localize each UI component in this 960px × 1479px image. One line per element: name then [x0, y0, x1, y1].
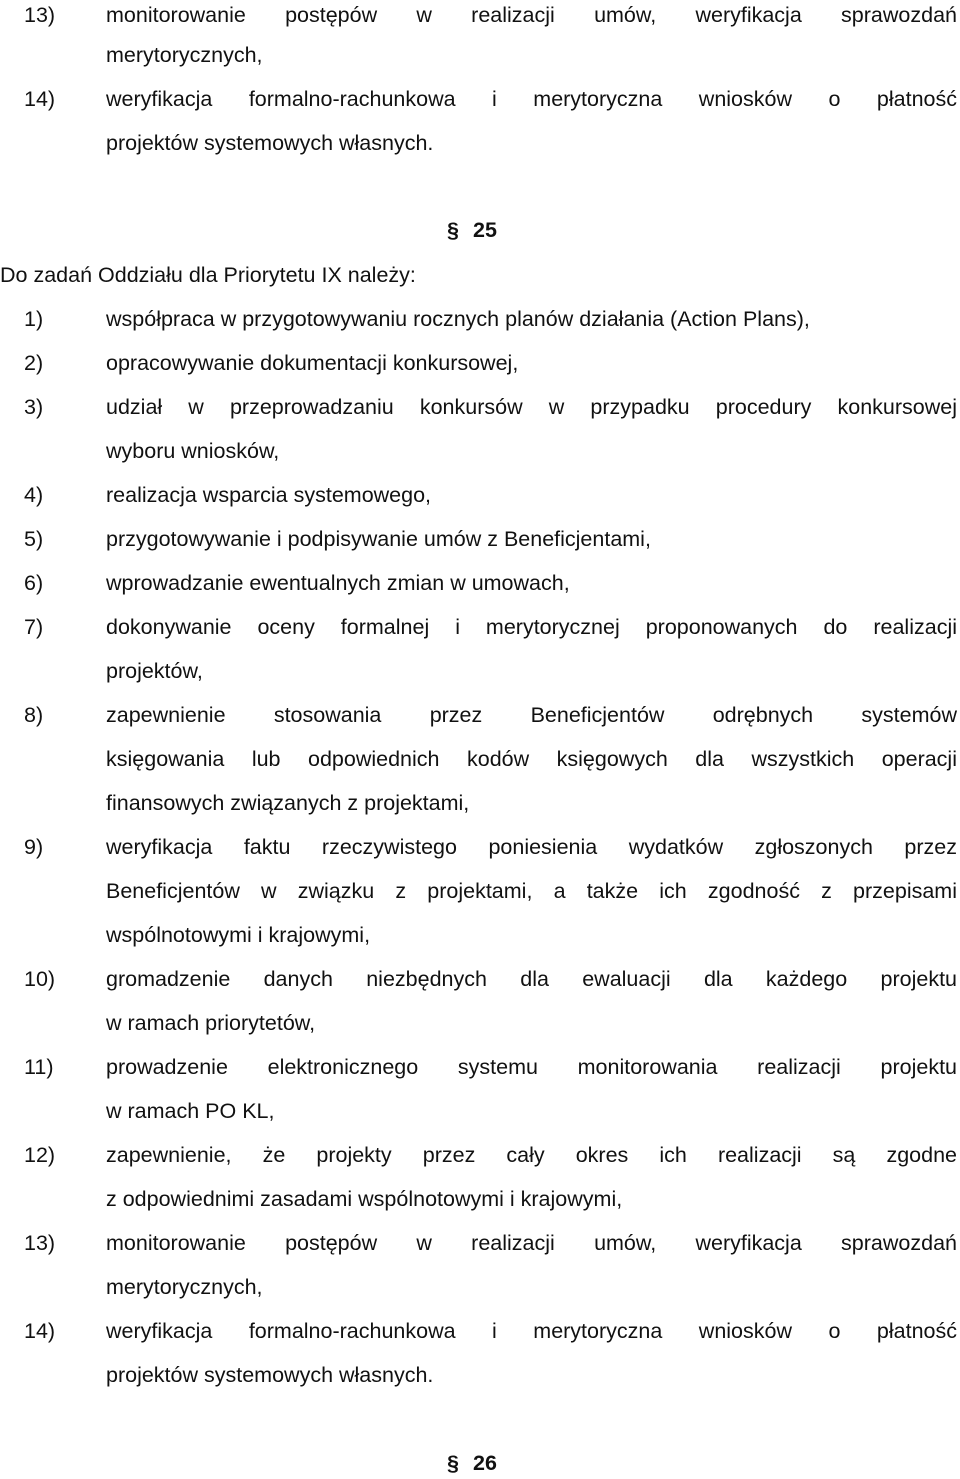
list-item-3	[0, 392, 957, 422]
item-number: 13)	[24, 1231, 56, 1255]
item-number: 4)	[24, 483, 44, 507]
section-symbol: §	[447, 218, 459, 242]
item-text-line: zapewnienie, że projekty przez cały okres ich realizacji są zgodne	[106, 1143, 957, 1167]
list-item-3-cont	[0, 436, 957, 466]
list-item-12-cont	[0, 1184, 957, 1214]
list-item-9	[0, 832, 957, 862]
item-text-line: opracowywanie dokumentacji konkursowej,	[106, 351, 519, 375]
item-number: 3)	[24, 395, 44, 419]
list-item-7	[0, 612, 957, 642]
list-item-5	[0, 524, 957, 554]
section-number: 25	[473, 218, 497, 242]
item-text-line: weryfikacja faktu rzeczywistego poniesienia wydatków zgłoszonych przez	[106, 835, 957, 859]
item-text-line: w ramach priorytetów,	[106, 1011, 316, 1035]
item-text-line: merytorycznych,	[106, 43, 263, 67]
item-text-line: prowadzenie elektronicznego systemu monitorowania realizacji projektu	[106, 1055, 957, 1079]
item-number: 6)	[24, 571, 44, 595]
section-intro	[0, 260, 957, 290]
section-heading-25	[447, 214, 497, 246]
list-item-13	[0, 1228, 957, 1258]
item-text-line: weryfikacja formalno-rachunkowa i merytoryczna wniosków o płatność	[106, 1319, 957, 1343]
item-number: 5)	[24, 527, 44, 551]
section-number: 26	[473, 1451, 497, 1475]
list-item-12	[0, 1140, 957, 1170]
item-text-line: projektów,	[106, 659, 203, 683]
list-item-11-cont	[0, 1096, 957, 1126]
item-text-line: gromadzenie danych niezbędnych dla ewaluacji dla każdego projektu	[106, 967, 957, 991]
item-text-line: z odpowiednimi zasadami wspólnotowymi i krajowymi,	[106, 1187, 623, 1211]
item-text-line: finansowych związanych z projektami,	[106, 791, 470, 815]
item-text-line: monitorowanie postępów w realizacji umów, weryfikacja sprawozdań	[106, 3, 957, 27]
item-text-line: wprowadzanie ewentualnych zmian w umowach,	[106, 571, 570, 595]
list-item-14-top	[0, 84, 957, 114]
item-text-line: dokonywanie oceny formalnej i merytorycznej proponowanych do realizacji	[106, 615, 957, 639]
item-text-line: wspólnotowymi i krajowymi,	[106, 923, 371, 947]
list-item-9-cont	[0, 920, 957, 950]
item-text-line: zapewnienie stosowania przez Beneficjentów odrębnych systemów	[106, 703, 957, 727]
item-number: 8)	[24, 703, 44, 727]
item-text-line: realizacja wsparcia systemowego,	[106, 483, 432, 507]
list-item-4	[0, 480, 957, 510]
list-item-9-cont	[0, 876, 957, 906]
item-number: 12)	[24, 1143, 56, 1167]
list-item-10-cont	[0, 1008, 957, 1038]
list-item-11	[0, 1052, 957, 1082]
item-text-line: projektów systemowych własnych.	[106, 131, 434, 155]
list-item-13-cont	[0, 1272, 957, 1302]
item-text-line: monitorowanie postępów w realizacji umów, weryfikacja sprawozdań	[106, 1231, 957, 1255]
item-number: 14)	[24, 87, 56, 111]
item-text-line: przygotowywanie i podpisywanie umów z Beneficjentami,	[106, 527, 651, 551]
item-text-line: współpraca w przygotowywaniu rocznych planów działania (Action Plans),	[106, 307, 810, 331]
section-symbol: §	[447, 1451, 459, 1475]
item-text-line: projektów systemowych własnych.	[106, 1363, 434, 1387]
list-item-13-top	[0, 0, 957, 30]
item-text-line: księgowania lub odpowiednich kodów księgowych dla wszystkich operacji	[106, 747, 957, 771]
list-item-14-top-cont	[0, 128, 957, 158]
item-number: 2)	[24, 351, 44, 375]
list-item-8-cont	[0, 744, 957, 774]
list-item-7-cont	[0, 656, 957, 686]
intro-text: Do zadań Oddziału dla Priorytetu IX należy:	[0, 263, 416, 287]
list-item-10	[0, 964, 957, 994]
item-number: 10)	[24, 967, 56, 991]
item-text-line: merytorycznych,	[106, 1275, 263, 1299]
item-number: 13)	[24, 3, 56, 27]
list-item-6	[0, 568, 957, 598]
item-text-line: w ramach PO KL,	[106, 1099, 275, 1123]
item-number: 9)	[24, 835, 44, 859]
item-text-line: udział w przeprowadzaniu konkursów w przypadku procedury konkursowej	[106, 395, 957, 419]
list-item-14-cont	[0, 1360, 957, 1390]
item-number: 7)	[24, 615, 44, 639]
list-item-2	[0, 348, 957, 378]
item-text-line: Beneficjentów w związku z projektami, a także ich zgodność z przepisami	[106, 879, 957, 903]
item-number: 11)	[24, 1055, 54, 1079]
section-heading-26	[447, 1447, 497, 1479]
list-item-1	[0, 304, 957, 334]
list-item-8	[0, 700, 957, 730]
list-item-14	[0, 1316, 957, 1346]
item-number: 1)	[24, 307, 44, 331]
list-item-8-cont	[0, 788, 957, 818]
item-number: 14)	[24, 1319, 56, 1343]
item-text-line: weryfikacja formalno-rachunkowa i merytoryczna wniosków o płatność	[106, 87, 957, 111]
item-text-line: wyboru wniosków,	[106, 439, 280, 463]
list-item-13-top-cont	[0, 40, 957, 70]
